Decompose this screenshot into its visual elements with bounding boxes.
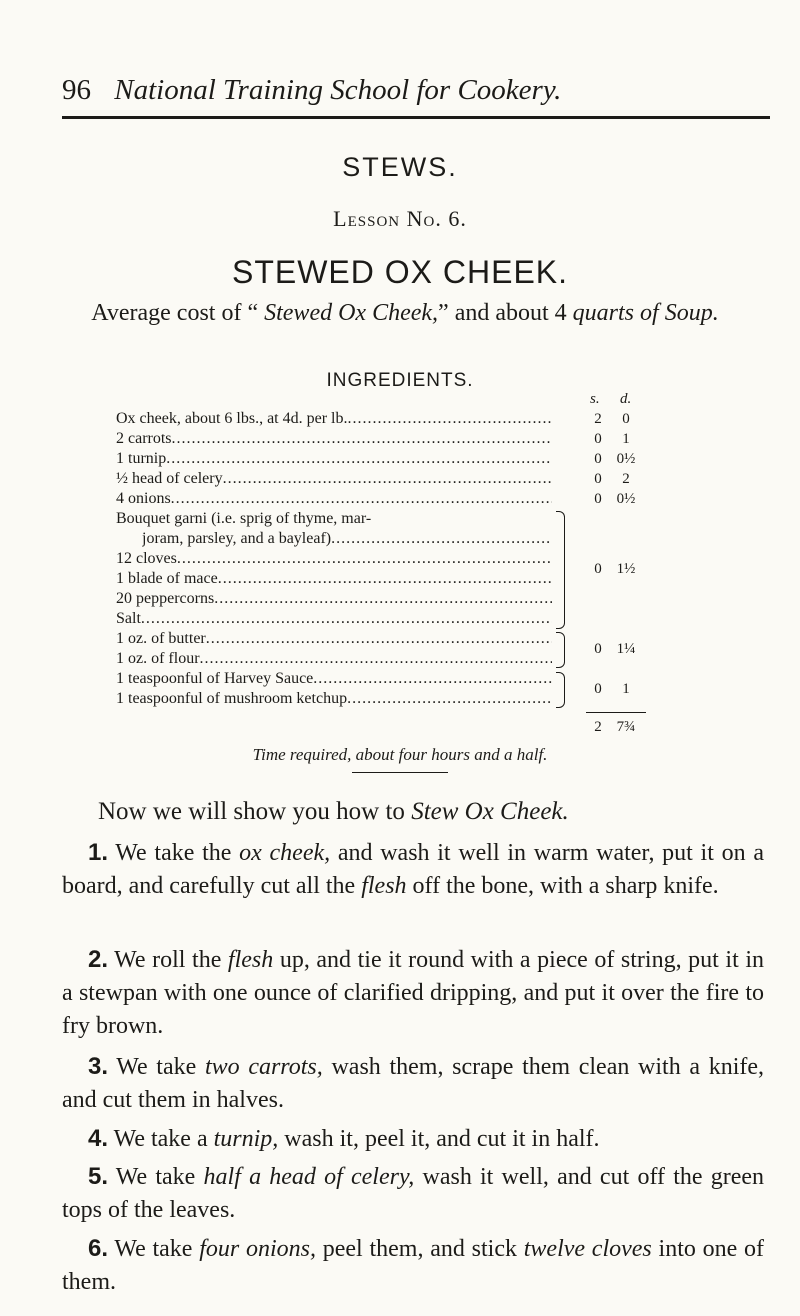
ingredient-row: Bouquet garni (i.e. sprig of thyme, mar- xyxy=(116,510,372,527)
cost-shillings: 0 xyxy=(594,451,602,467)
group-cost-shillings: 0 xyxy=(594,561,602,577)
group-brace xyxy=(556,672,565,708)
cost-shillings: 0 xyxy=(594,491,602,507)
group-brace xyxy=(556,632,565,668)
cost-shillings: 0 xyxy=(594,431,602,447)
intro-dish: Stew Ox Cheek. xyxy=(411,798,569,825)
recipe-title: STEWED OX CHEEK. xyxy=(231,254,569,290)
step-paragraph: 1. We take the ox cheek, and wash it well in warm water, put it on a board, and carefully cut all the flesh off the bone, with a sharp knife. xyxy=(62,839,764,899)
cost-dish: Stewed Ox Cheek, xyxy=(264,300,439,326)
step-paragraph: 4. We take a turnip, wash it, peel it, and cut it in half. xyxy=(88,1125,600,1152)
page-number: 96 xyxy=(62,74,91,106)
step-paragraph: 6. We take four onions, peel them, and stick twelve cloves into one of them. xyxy=(62,1235,765,1295)
step-number: 5. xyxy=(88,1163,109,1190)
group-brace xyxy=(556,511,565,629)
step-paragraph: 2. We roll the flesh up, and tie it round with a piece of string, put it in a stewpan with one ounce of clarified dripping, and put it over the fire to fry brown. xyxy=(62,946,764,1039)
step-number: 4. xyxy=(88,1125,109,1152)
ingredient-row: Ox cheek, about 6 lbs., at 4d. per lb. ..... xyxy=(116,409,552,429)
total-rule xyxy=(586,712,646,713)
running-head xyxy=(62,74,770,107)
ingredient-row: 1 teaspoonful of mushroom ketchup ..... xyxy=(116,689,552,709)
group-cost-shillings: 0 xyxy=(594,641,602,657)
lesson-label: Lesson No. 6. xyxy=(333,206,467,231)
step-number: 2. xyxy=(88,946,109,973)
ingredient-row: ½ head of celery ..... xyxy=(116,469,552,489)
step-number: 3. xyxy=(88,1053,109,1080)
shillings-column-heading: s. xyxy=(590,391,600,407)
step-number: 1. xyxy=(88,839,109,866)
total-pence: 7¾ xyxy=(616,719,636,735)
ingredient-row: 2 carrots ..... xyxy=(116,429,552,449)
step-paragraph: 3. We take two carrots, wash them, scrape them clean with a knife, and cut them in halves. xyxy=(62,1053,765,1113)
group-cost-pence: 1½ xyxy=(616,561,636,577)
cost-prefix: Average cost of “ xyxy=(91,300,265,326)
ingredient-row-continued: joram, parsley, and a bayleaf) ..... xyxy=(142,529,552,549)
cost-soup: quarts of Soup. xyxy=(572,300,719,326)
ingredient-row: 20 peppercorns ..... xyxy=(116,589,552,609)
section-title: STEWS. xyxy=(342,152,458,182)
cost-shillings: 2 xyxy=(594,411,602,427)
group-cost-pence: 1 xyxy=(622,681,630,697)
ingredient-row: 1 oz. of butter ..... xyxy=(116,629,552,649)
step-paragraph: 5. We take half a head of celery, wash it well, and cut off the green tops of the leaves. xyxy=(62,1163,765,1223)
ingredients-heading: INGREDIENTS. xyxy=(326,370,474,391)
step-number: 6. xyxy=(88,1235,109,1262)
ingredient-row: 4 onions ..... xyxy=(116,489,552,509)
cost-pence: 0½ xyxy=(616,451,636,467)
ingredient-row: 12 cloves ..... xyxy=(116,549,552,569)
cost-pence: 2 xyxy=(622,471,630,487)
intro-prefix: Now we will show you how to xyxy=(98,798,412,825)
group-cost-pence: 1¼ xyxy=(616,641,636,657)
cost-pence: 0 xyxy=(622,411,630,427)
separator-rule xyxy=(352,772,448,773)
cost-pence: 1 xyxy=(622,431,630,447)
time-required: Time required, about four hours and a half. xyxy=(252,745,548,764)
ingredient-row: 1 turnip ..... xyxy=(116,449,552,469)
pence-column-heading: d. xyxy=(620,391,632,407)
ingredient-row: 1 blade of mace ..... xyxy=(116,569,552,589)
cost-pence: 0½ xyxy=(616,491,636,507)
intro-paragraph xyxy=(62,794,762,830)
group-cost-shillings: 0 xyxy=(594,681,602,697)
ingredient-row: 1 oz. of flour ..... xyxy=(116,649,552,669)
header-rule xyxy=(62,116,770,119)
running-title: National Training School for Cookery. xyxy=(114,74,562,106)
ingredient-row: 1 teaspoonful of Harvey Sauce ..... xyxy=(116,669,552,689)
total-shillings: 2 xyxy=(594,719,602,735)
cost-shillings: 0 xyxy=(594,471,602,487)
ingredient-row: Salt ..... xyxy=(116,609,552,629)
cost-middle: ” and about 4 xyxy=(438,300,573,326)
cost-line xyxy=(70,296,740,330)
